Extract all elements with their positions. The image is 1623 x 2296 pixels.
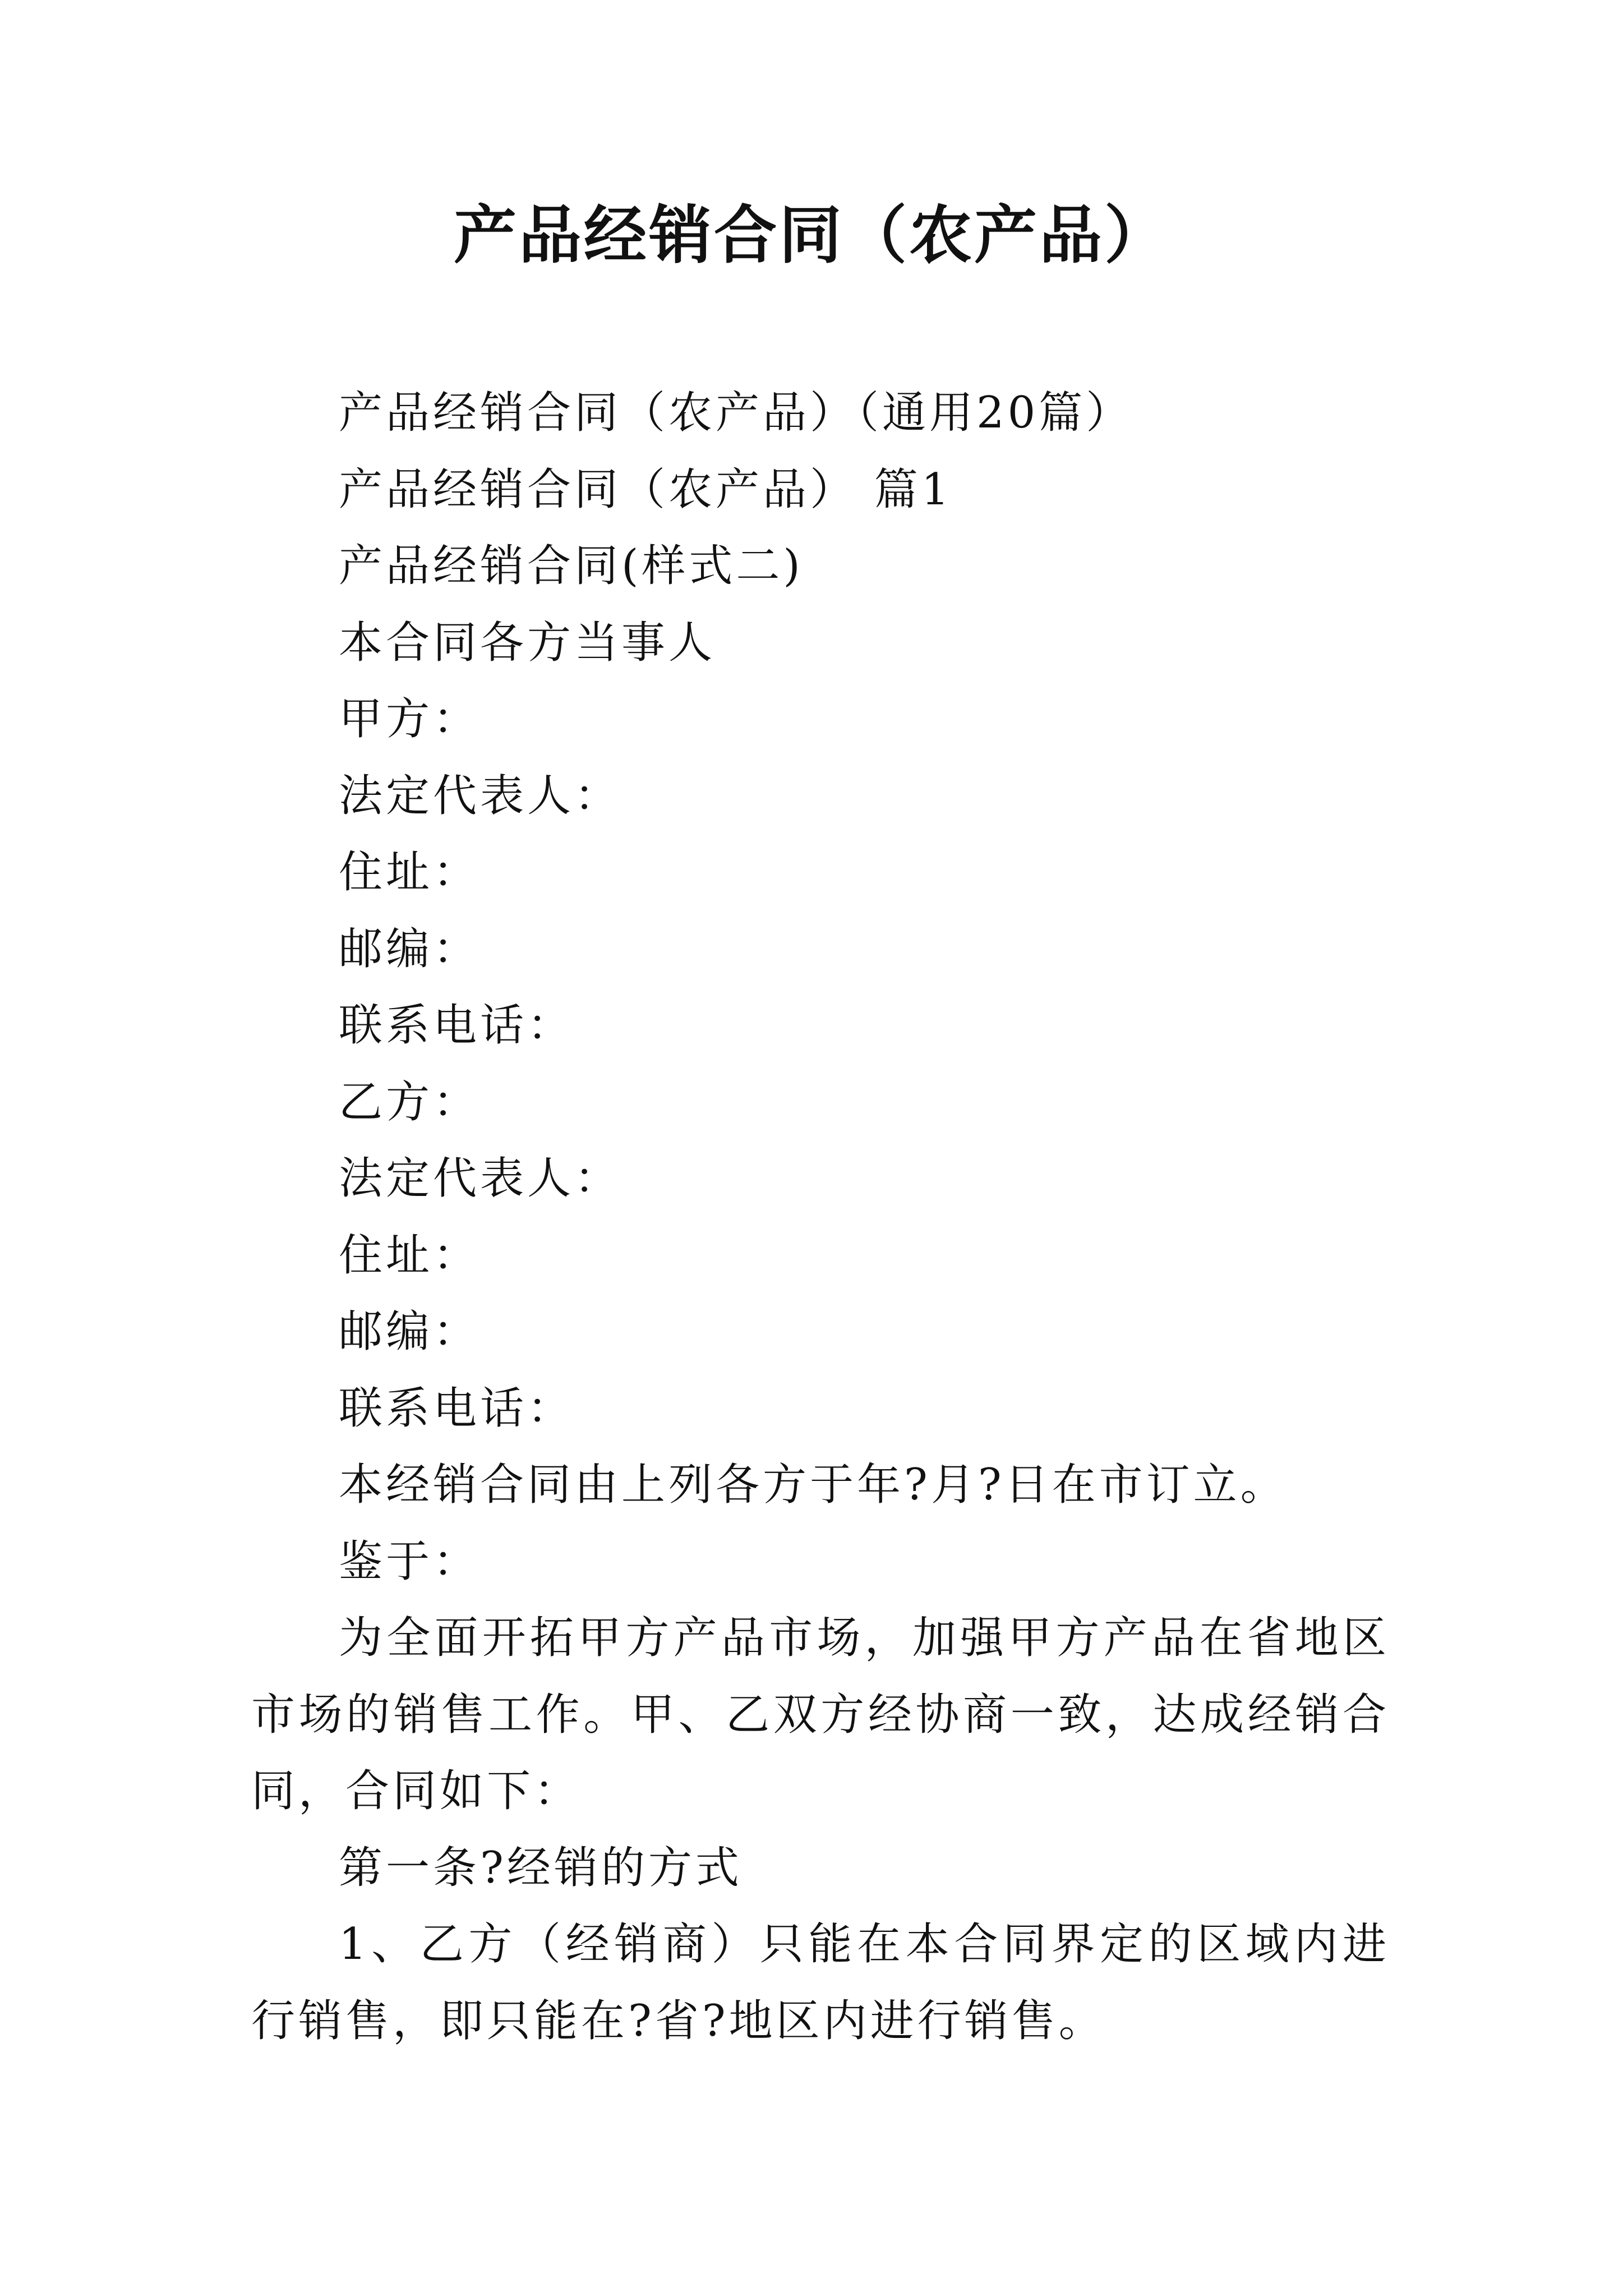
- text-line: 产品经销合同(样式二): [339, 541, 804, 591]
- postcode-label: 邮编：: [339, 923, 481, 974]
- legal-rep-label: 法定代表人：: [339, 770, 622, 821]
- party-b-label: 乙方：: [339, 1076, 481, 1128]
- article-heading: 第一条?经销的方式: [339, 1842, 743, 1893]
- postcode-label: 邮编：: [339, 1306, 481, 1357]
- paragraph: 为全面开拓甲方产品市场，加强甲方产品在省地区市场的销售工作。甲、乙双方经协商一致，达成经销合同，合同如下：: [251, 1613, 1390, 1816]
- text-line: 鉴于：: [339, 1536, 481, 1587]
- party-a-label: 甲方：: [339, 694, 481, 744]
- paragraph: 1、乙方（经销商）只能在本合同界定的区域内进行销售，即只能在?省?地区内进行销售。: [251, 1919, 1390, 2046]
- phone-label: 联系电话：: [339, 1000, 575, 1051]
- address-label: 住址：: [339, 1230, 481, 1281]
- phone-label: 联系电话：: [339, 1383, 575, 1434]
- text-line: 产品经销合同（农产品） 篇1: [339, 464, 953, 515]
- legal-rep-label: 法定代表人：: [339, 1153, 622, 1204]
- text-line: 产品经销合同（农产品）（通用20篇）: [339, 388, 1133, 438]
- document-body: [251, 375, 1390, 2059]
- document-title: 产品经销合同（农产品）: [454, 199, 1169, 272]
- text-line: 本合同各方当事人: [339, 617, 716, 668]
- text-line: 本经销合同由上列各方于年?月?日在市订立。: [339, 1460, 1288, 1510]
- address-label: 住址：: [339, 847, 481, 898]
